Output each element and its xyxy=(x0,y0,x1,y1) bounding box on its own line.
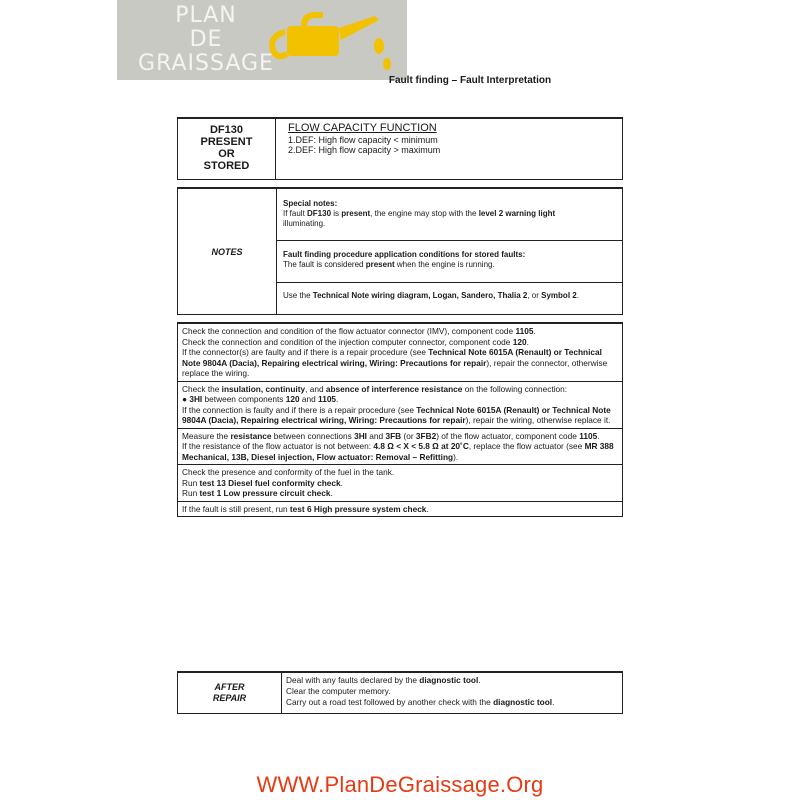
oil-can-icon xyxy=(267,6,397,78)
after-label-line-1: AFTER xyxy=(214,682,245,692)
special-notes-text-end: illuminating. xyxy=(283,219,326,228)
check-wiring: Check the insulation, continuity, and absence of interference resistance on the following connection: ● 3HI between components 120 and 1105. If the connection is faulty and if there is a repair procedure (see Technical Note 6015A (Renault) or Technical Note 9804A (Dacia), Repairing electrical wiring, Wiring: Precautions for repair), repair the wiring, otherwise replace it. xyxy=(178,382,622,429)
check-high-pressure: If the fault is still present, run test 6 High pressure system check. xyxy=(182,503,429,514)
logo-text xyxy=(121,4,291,76)
fault-def-1: 1.DEF: High flow capacity < minimum xyxy=(288,135,438,145)
fault-code: DF130 xyxy=(209,124,244,136)
checks-box xyxy=(177,322,623,517)
footer-url[interactable]: WWW.PlanDeGraissage.Org xyxy=(256,772,544,797)
procedure-conditions-title: Fault finding procedure application conditions for stored faults: xyxy=(283,250,526,259)
check-connectors: Check the connection and condition of the flow actuator connector (IMV), component code 1105. Check the connection and condition of the injection computer connector, component code 120. If the connector(s) are faulty and if there is a repair procedure (see Technical Note 6015A (Renault) or Technical Note 9804A (Dacia), Repairing electrical wiring, Wiring: Precautions for repair), repair the connector, otherwise replace the wiring. xyxy=(178,324,622,382)
after-label-line-2: REPAIR xyxy=(212,693,247,703)
fault-state-stored: STORED xyxy=(203,160,250,172)
fault-function-title: FLOW CAPACITY FUNCTION xyxy=(288,122,437,134)
logo-line-3: GRAISSAGE xyxy=(138,51,274,76)
notes-box xyxy=(177,187,623,315)
procedure-conditions-section xyxy=(277,241,622,283)
fault-state-or: OR xyxy=(218,148,235,160)
logo-line-2: DE xyxy=(189,27,223,52)
bullet-icon: ● xyxy=(182,394,188,404)
fault-def-2: 2.DEF: High flow capacity > maximum xyxy=(288,145,441,155)
after-repair-content xyxy=(286,675,554,708)
special-notes-text: If fault DF130 is present, the engine may stop with the level 2 warning light xyxy=(283,209,556,218)
fault-state-present: PRESENT xyxy=(200,136,253,148)
logo xyxy=(117,0,407,80)
fault-header-box xyxy=(177,117,623,180)
after-line-2: Clear the computer memory. xyxy=(286,686,391,696)
notes-label: NOTES xyxy=(178,189,277,314)
procedure-conditions-text: The fault is considered present when the engine is running. xyxy=(283,260,495,269)
special-notes-title: Special notes: xyxy=(283,199,338,208)
page-title: Fault finding – Fault Interpretation xyxy=(388,75,552,86)
after-repair-label xyxy=(178,673,282,713)
after-repair-box xyxy=(177,671,623,714)
fault-description xyxy=(288,123,440,155)
logo-line-1: PLAN xyxy=(175,3,237,28)
notes-content xyxy=(277,189,622,313)
check-resistance: Measure the resistance between connections 3HI and 3FB (or 3FB2) of the flow actuator, component code 1105. If the resistance of the flow actuator is not between: 4.8 Ω < X < 5.8 Ω at 20˚C, replace the flow actuator (see MR 388 Mechanical, 13B, Diesel injection, Flow actuator: Removal – Refitting). xyxy=(178,429,622,466)
after-line-3: Carry out a road test followed by another check with the diagnostic tool. xyxy=(286,697,555,707)
wiring-diagram-note: Use the Technical Note wiring diagram, Logan, Sandero, Thalia 2, or Symbol 2. xyxy=(283,291,579,300)
after-line-1: Deal with any faults declared by the diagnostic tool. xyxy=(286,675,481,685)
special-notes-section xyxy=(277,189,622,241)
fault-code-cell xyxy=(178,119,276,179)
check-fuel: Check the presence and conformity of the fuel in the tank. Run test 13 Diesel fuel conformity check. Run test 1 Low pressure circuit check. xyxy=(178,465,622,502)
